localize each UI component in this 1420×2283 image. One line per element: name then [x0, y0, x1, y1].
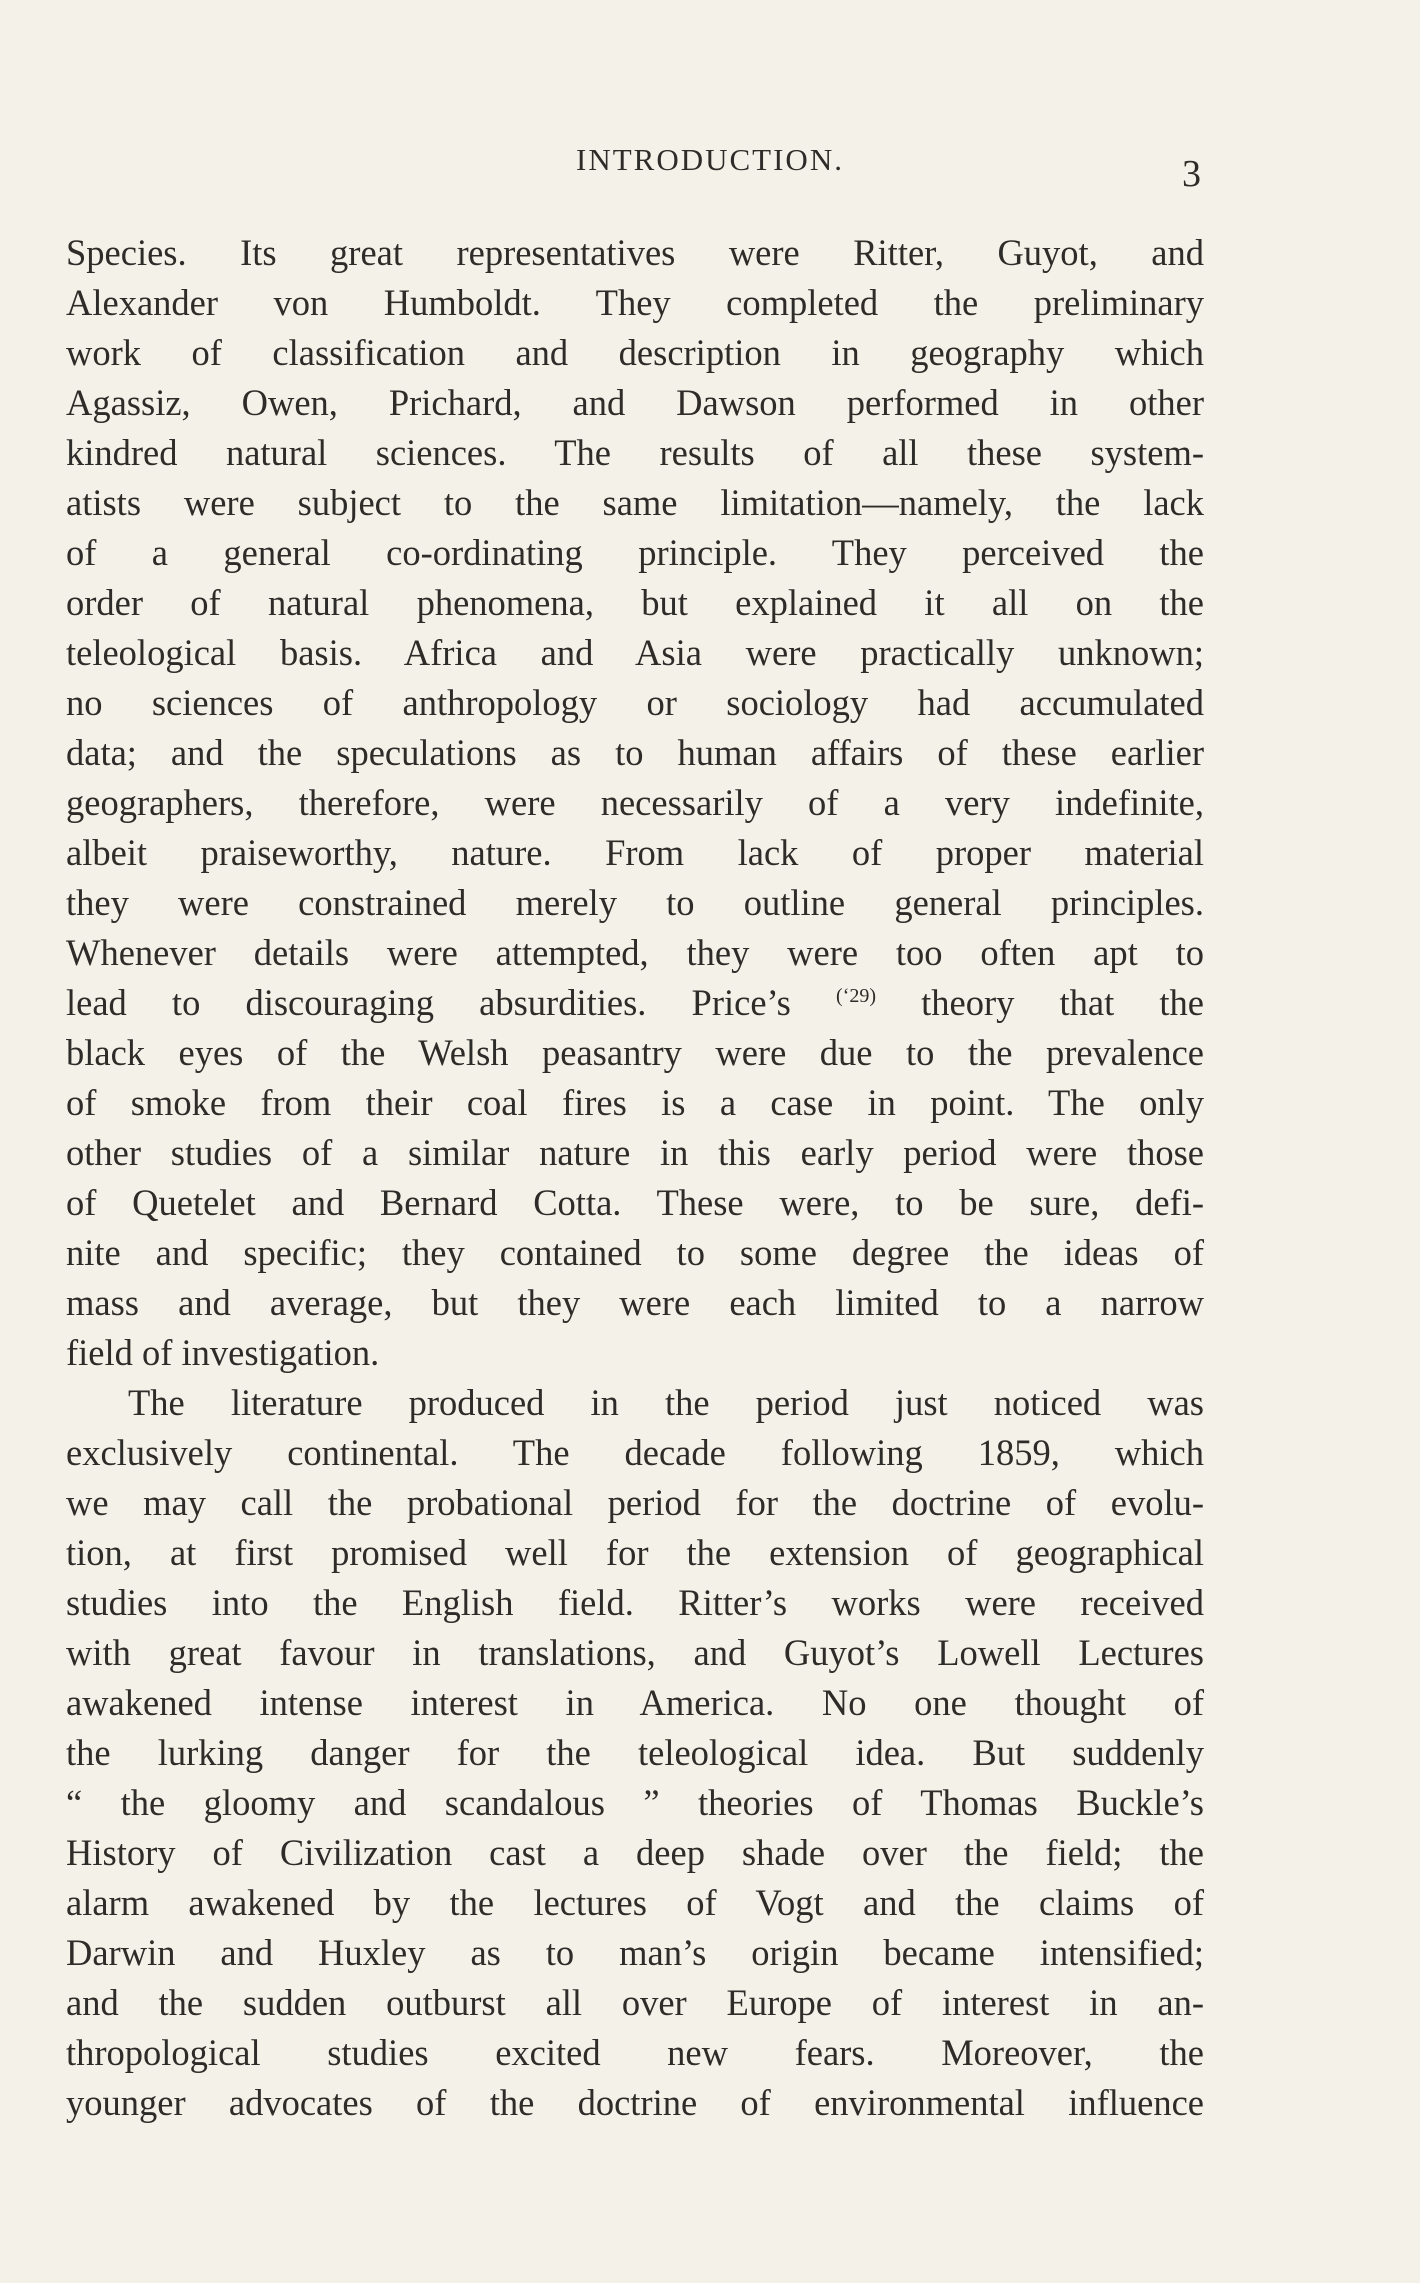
- body-text: [66, 228, 1204, 2128]
- text-line: the lurking danger for the teleological idea. But suddenly: [66, 1732, 1204, 1773]
- text-line: no sciences of anthropology or sociology had accumulated: [66, 682, 1204, 723]
- text-segment: lead to discouraging absurdities. Price’s: [66, 982, 837, 1023]
- text-line: kindred natural sciences. The results of all these system-: [66, 432, 1204, 473]
- text-line: other studies of a similar nature in this early period were those: [66, 1132, 1204, 1173]
- text-line: teleological basis. Africa and Asia were practically unknown;: [66, 632, 1204, 673]
- text-line: of a general co-ordinating principle. They perceived the: [66, 532, 1204, 573]
- text-line: data; and the speculations as to human affairs of these earlier: [66, 732, 1204, 773]
- text-line: and the sudden outburst all over Europe of interest in an-: [66, 1982, 1204, 2023]
- text-line: exclusively continental. The decade following 1859, which: [66, 1432, 1204, 1473]
- text-line: we may call the probational period for the doctrine of evolu-: [66, 1482, 1204, 1523]
- text-line: nite and specific; they contained to some degree the ideas of: [66, 1232, 1204, 1273]
- text-line: Darwin and Huxley as to man’s origin became intensified;: [66, 1932, 1204, 1973]
- text-line: Alexander von Humboldt. They completed the preliminary: [66, 282, 1204, 323]
- text-line: of Quetelet and Bernard Cotta. These were, to be sure, defi-: [66, 1182, 1204, 1223]
- text-line: History of Civilization cast a deep shade over the field; the: [66, 1832, 1204, 1873]
- text-line: studies into the English field. Ritter’s works were received: [66, 1582, 1204, 1623]
- paragraph: [66, 228, 1204, 1378]
- text-line: awakened intense interest in America. No one thought of: [66, 1682, 1204, 1723]
- text-segment: theory that the: [876, 982, 1205, 1023]
- text-line: work of classification and description in geography which: [66, 332, 1204, 373]
- paragraph: [66, 1378, 1204, 2128]
- text-line: black eyes of the Welsh peasantry were due to the prevalence: [66, 1032, 1204, 1073]
- text-line: tion, at first promised well for the extension of geographical: [66, 1532, 1204, 1573]
- text-line: alarm awakened by the lectures of Vogt and the claims of: [66, 1882, 1204, 1923]
- text-line: they were constrained merely to outline general principles.: [66, 882, 1204, 923]
- text-line: Species. Its great representatives were Ritter, Guyot, and: [66, 232, 1204, 273]
- text-line: Whenever details were attempted, they were too often apt to: [66, 932, 1204, 973]
- text-line: order of natural phenomena, but explained it all on the: [66, 582, 1204, 623]
- text-line: field of investigation.: [66, 1332, 380, 1373]
- footnote-reference: (‘29): [836, 984, 877, 1007]
- text-line: younger advocates of the doctrine of environmental influence: [66, 2082, 1204, 2123]
- text-line: thropological studies excited new fears. Moreover, the: [66, 2032, 1204, 2073]
- text-line: “ the gloomy and scandalous ” theories of Thomas Buckle’s: [66, 1782, 1204, 1823]
- page-number: 3: [1182, 153, 1201, 195]
- text-line: The literature produced in the period just noticed was: [128, 1382, 1204, 1423]
- text-line: albeit praiseworthy, nature. From lack of proper material: [66, 832, 1204, 873]
- text-line: mass and average, but they were each limited to a narrow: [66, 1282, 1204, 1323]
- text-line: atists were subject to the same limitation—namely, the lack: [66, 482, 1204, 523]
- text-line: with great favour in translations, and Guyot’s Lowell Lectures: [66, 1632, 1204, 1673]
- text-line: Agassiz, Owen, Prichard, and Dawson performed in other: [66, 382, 1204, 423]
- running-head: INTRODUCTION.: [576, 142, 844, 177]
- text-line: geographers, therefore, were necessarily of a very indefinite,: [66, 782, 1204, 823]
- text-line-with-footnote: [66, 978, 1204, 1028]
- text-line: of smoke from their coal fires is a case in point. The only: [66, 1082, 1204, 1123]
